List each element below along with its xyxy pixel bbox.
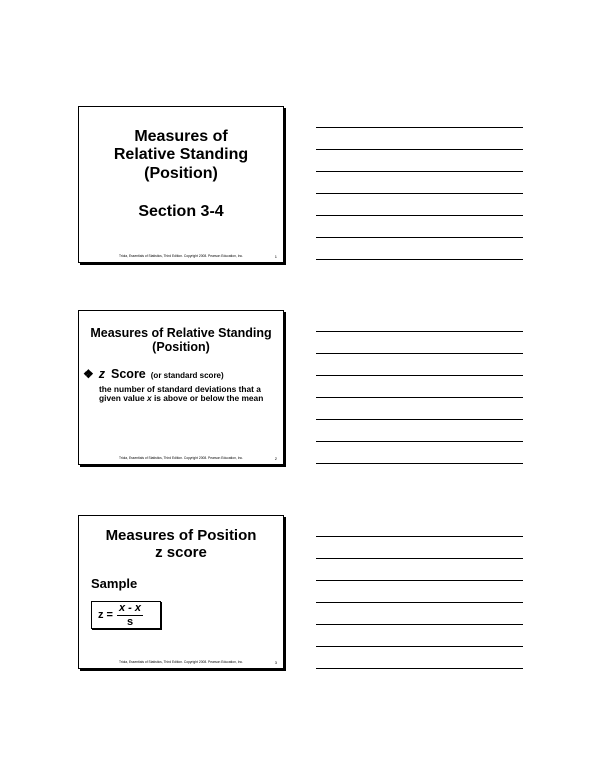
note-line [316, 668, 523, 669]
slide-1-section: Section 3-4 [138, 203, 224, 221]
note-line [316, 558, 523, 559]
slide-3 [78, 515, 284, 669]
slide-3-page-number: 3 [274, 660, 277, 665]
slide-1-title-line-3: (Position) [144, 164, 218, 182]
diamond-bullet-icon: ❖ [83, 366, 94, 381]
slide-1-title-line-2: Relative Standing [113, 146, 249, 164]
description-part-2: is above or below the mean [151, 393, 264, 404]
slide-1-title-line-1: Measures of [134, 128, 228, 145]
slide-3-title [79, 527, 283, 562]
slide-2-footer: Triola, Essentials of Statistics, Third Edition. Copyright 2008. Pearson Education, Inc. [119, 456, 244, 460]
formula-fraction [117, 603, 143, 628]
note-line [316, 602, 523, 603]
numerator-minus: - [125, 601, 135, 614]
slide-3-title-line-1: Measures of Position [105, 527, 257, 544]
numerator-x-bar: $\overline{x}$ [134, 601, 142, 614]
slide-2-title [79, 326, 283, 355]
note-line [316, 397, 523, 398]
note-line [316, 237, 523, 238]
note-line [316, 580, 523, 581]
note-line [316, 353, 523, 354]
note-line [316, 215, 523, 216]
formula-lhs: z = [98, 609, 113, 621]
slide-1-footer: Triola, Essentials of Statistics, Third Edition. Copyright 2008. Pearson Education, Inc. [119, 254, 244, 258]
note-line [316, 127, 523, 128]
note-line [316, 624, 523, 625]
note-line [316, 149, 523, 150]
note-line [316, 259, 523, 260]
z-score-bullet [83, 367, 283, 381]
bullet-note: (or standard score) [150, 370, 224, 380]
slide-2 [78, 310, 284, 465]
note-line [316, 441, 523, 442]
slide-3-footer: Triola, Essentials of Statistics, Third Edition. Copyright 2008. Pearson Education, Inc. [119, 660, 244, 664]
formula-numerator [117, 603, 143, 616]
formula-denominator: s [126, 615, 134, 628]
slide-3-title-line-2: z score [155, 544, 207, 562]
note-line [316, 331, 523, 332]
slide-2-title-line-1: Measures of Relative Standing [90, 326, 272, 340]
description-variable: x [146, 393, 152, 404]
note-line [316, 193, 523, 194]
slide-1 [78, 106, 284, 263]
note-line [316, 171, 523, 172]
slide-1-title [79, 128, 283, 183]
note-line [316, 536, 523, 537]
bullet-variable: z [98, 366, 106, 381]
description-part-1: the number of standard deviations that a given value [99, 383, 261, 404]
numerator-x: x [118, 601, 126, 614]
sample-heading: Sample [91, 575, 138, 591]
note-line [316, 646, 523, 647]
slide-2-title-line-2: (Position) [152, 340, 210, 355]
note-line [316, 463, 523, 464]
note-line [316, 419, 523, 420]
bullet-word: Score [111, 366, 146, 381]
slide-2-page-number: 2 [274, 456, 277, 461]
slide-1-page-number: 1 [274, 254, 277, 259]
z-score-description [99, 385, 274, 404]
z-score-formula [91, 601, 161, 629]
note-line [316, 375, 523, 376]
